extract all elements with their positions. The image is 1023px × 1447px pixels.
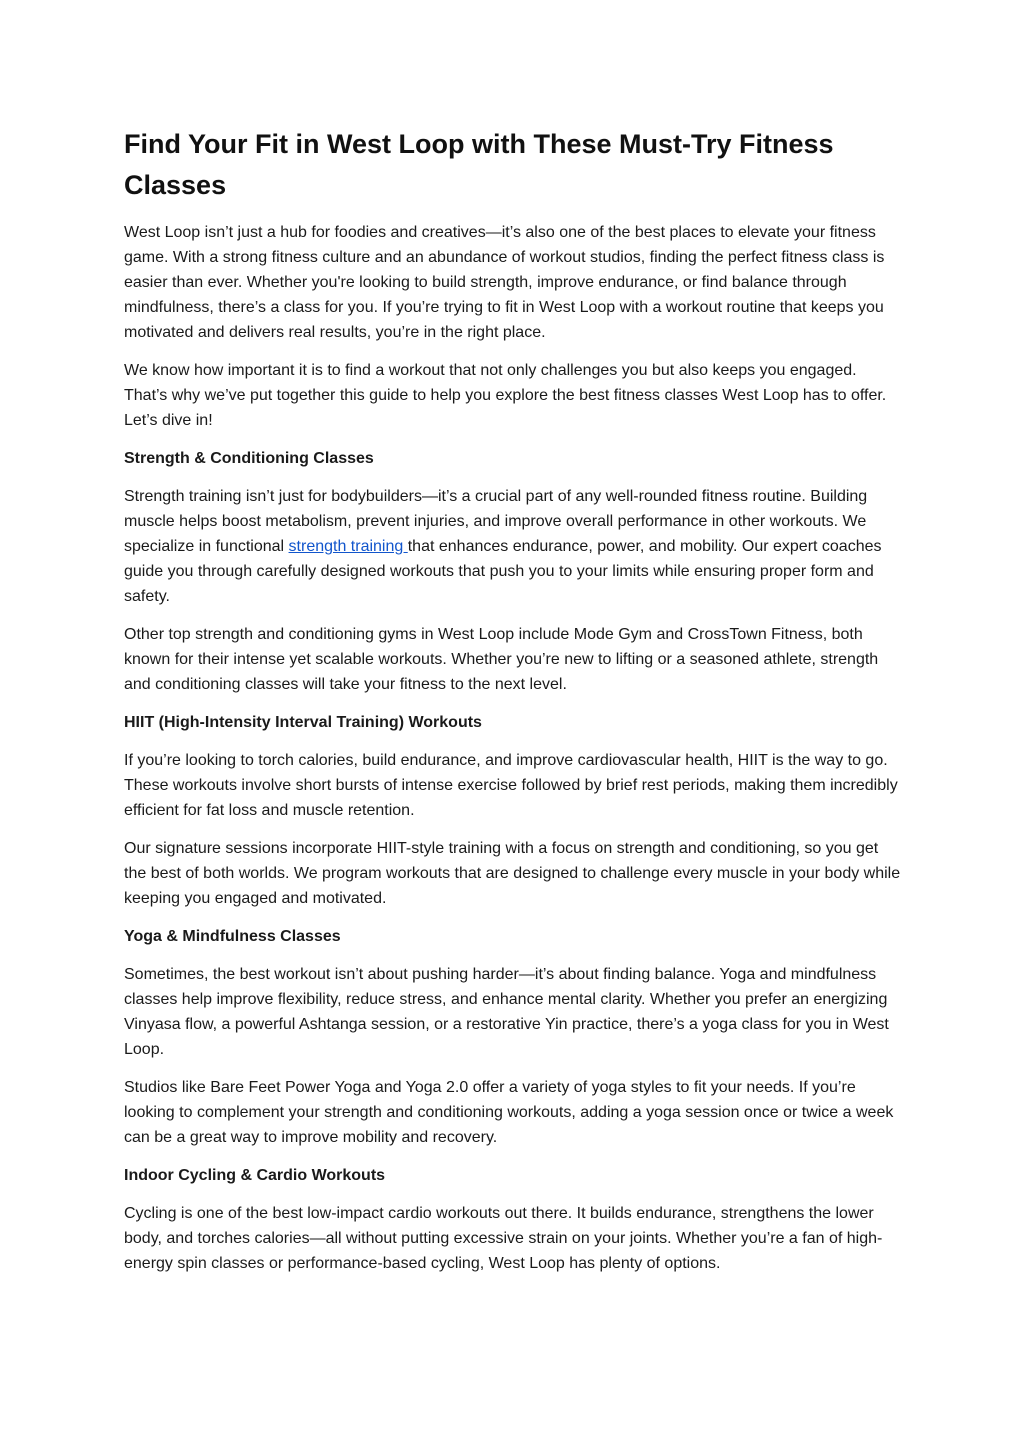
page-title: Find Your Fit in West Loop with These Must-Try Fitness Classes xyxy=(124,129,834,200)
yoga-paragraph-2: Studios like Bare Feet Power Yoga and Yoga 2.0 offer a variety of yoga styles to fit your needs. If you’re looking to complement your strength and conditioning workouts, adding a yoga session once or twice a week can be a great way to improve mobility and recovery. xyxy=(124,1079,894,1146)
strength-paragraph-1 xyxy=(124,484,902,609)
section-heading-hiit: HIIT (High-Intensity Interval Training) Workouts xyxy=(124,714,482,731)
strength-text-after-link: that enhances endurance, power, and mobility. Our expert coaches guide you through carefully designed workouts that push you to your limits while ensuring proper form and safety. xyxy=(124,538,882,605)
hiit-paragraph-2: Our signature sessions incorporate HIIT-style training with a focus on strength and conditioning, so you get the best of both worlds. We program workouts that are designed to challenge every muscle in your body while keeping you engaged and motivated. xyxy=(124,840,901,907)
hiit-paragraph-1: If you’re looking to torch calories, build endurance, and improve cardiovascular health, HIIT is the way to go. These workouts involve short bursts of intense exercise followed by brief rest periods, making them incredibly efficient for fat loss and muscle retention. xyxy=(124,752,898,819)
strength-text-before-link: Strength training isn’t just for bodybuilders—it’s a crucial part of any well-rounded fitness routine. Building muscle helps boost metabolism, prevent injuries, and improve overall performance in other workouts. We specialize in functional xyxy=(124,488,868,555)
yoga-paragraph-1: Sometimes, the best workout isn’t about pushing harder—it’s about finding balance. Yoga and mindfulness classes help improve flexibility, reduce stress, and enhance mental clarity. Whether you prefer an energizing Vinyasa flow, a powerful Ashtanga session, or a restorative Yin practice, there’s a yoga class for you in West Loop. xyxy=(124,966,889,1058)
strength-paragraph-2: Other top strength and conditioning gyms in West Loop include Mode Gym and CrossTown Fitness, both known for their intense yet scalable workouts. Whether you’re new to lifting or a seasoned athlete, strength and conditioning classes will take your fitness to the next level. xyxy=(124,626,879,693)
cycling-paragraph-1: Cycling is one of the best low-impact cardio workouts out there. It builds endurance, strengthens the lower body, and torches calories—all without putting excessive strain on your joints. Whether you’re a fan of high-energy spin classes or performance-based cycling, West Loop has plenty of options. xyxy=(124,1205,883,1272)
section-heading-yoga: Yoga & Mindfulness Classes xyxy=(124,928,341,945)
section-heading-cycling: Indoor Cycling & Cardio Workouts xyxy=(124,1167,386,1184)
strength-training-link[interactable]: strength training xyxy=(288,538,408,555)
intro-paragraph-2: We know how important it is to find a workout that not only challenges you but also keeps you engaged. That’s why we’ve put together this guide to help you explore the best fitness classes West Loop has to offer. Let’s dive in! xyxy=(124,362,887,429)
intro-paragraph-1: West Loop isn’t just a hub for foodies and creatives—it’s also one of the best places to elevate your fitness game. With a strong fitness culture and an abundance of workout studios, finding the perfect fitness class is easier than ever. Whether you're looking to build strength, improve endurance, or find balance through mindfulness, there’s a class for you. If you’re trying to fit in West Loop with a workout routine that keeps you motivated and delivers real results, you’re in the right place. xyxy=(124,224,885,341)
section-heading-strength: Strength & Conditioning Classes xyxy=(124,450,374,467)
document-page xyxy=(124,124,902,1289)
